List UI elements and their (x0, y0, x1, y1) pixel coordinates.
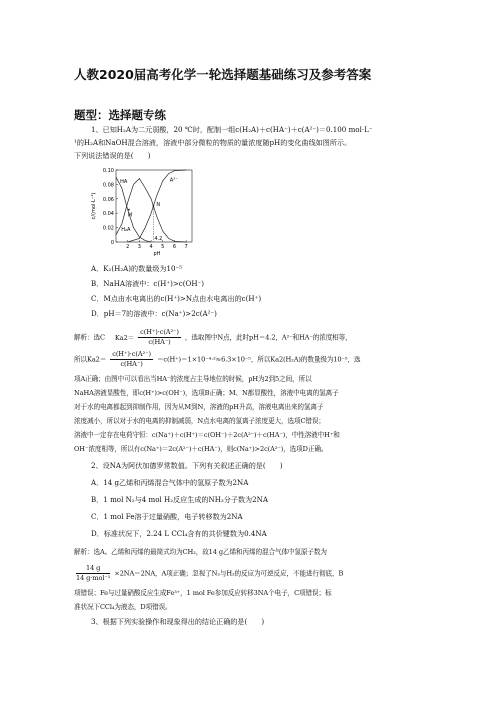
x-tick-label: 6 (172, 244, 177, 250)
annotation-label: 4.2 (154, 236, 163, 242)
point-label: M (127, 212, 133, 219)
y-tick-label: 0.06 (102, 196, 114, 203)
q1-stem-line2: ¹的H₂A和NaOH混合溶液，溶液中部分微粒的物质的量浓度随pH的变化曲线如图所示。 (74, 138, 352, 147)
ka2-fraction (110, 350, 153, 369)
point-label: N (156, 202, 161, 208)
y-tick-label: 0.04 (102, 211, 114, 218)
q1-option-c: C．M点由水电离出的c(H⁺)>N点由水电离出的c(H⁺) (91, 294, 262, 303)
chart-labels (120, 178, 178, 242)
series-label: HA (120, 178, 128, 185)
q1-solution-line: 溶液中一定存在电荷守恒：c(Na⁺)＋c(H⁺)＝c(OH⁻)＋2c(A²⁻)＋c(HA⁻)，中性溶液中H⁺和 (74, 431, 340, 439)
q2-solution-line1: 解析：选A。乙烯和丙烯的最简式均为CH₂，故14 g乙烯和丙烯的混合气体中氢原子数为 (74, 548, 327, 556)
q1-solution-line: OH⁻浓度相等，所以有c(Na⁺)＝2c(A²⁻)＋c(HA⁻)，则c(Na⁺)>2c(A²⁻)，选项D正确。 (74, 445, 328, 453)
x-tick-label: 7 (184, 244, 188, 250)
q1-stem-line3: 下列说法错误的是( ) (74, 151, 151, 160)
solution-text: ＝c(H⁺)＝1×10⁻⁴·²≈6.3×10⁻⁵，所以Ka2(H₂A)的数量级为10⁻⁵，选 (156, 355, 361, 364)
y-tick-label: 0.02 (102, 225, 114, 232)
fraction-denominator: c(HA⁻) (120, 360, 143, 368)
q2-solution-line2 (74, 564, 343, 583)
solution-text: ，选取图中N点，此时pH＝4.2，A²⁻和HA⁻的浓度相等， (184, 333, 352, 342)
q1-option-a: A．K₂(H₂A)的数量级为10⁻⁵ (91, 264, 183, 273)
fraction-numerator: c(H⁺)·c(A²⁻) (140, 328, 179, 336)
solution-text: 所以Ka2＝ (74, 355, 107, 364)
q1-option-b: B．NaHA溶液中：c(H⁺)>c(OH⁻) (91, 279, 205, 288)
point-marker (128, 209, 130, 211)
q1-solution-line1 (74, 328, 352, 347)
ka2-fraction (138, 328, 181, 347)
series-label: A²⁻ (169, 177, 178, 184)
q1-solution-line: 对于水的电离都起到抑制作用，因为从M到N，溶液的pH升高，溶液电离出来的氢离子 (74, 403, 324, 411)
solution-label: 解析：选C (74, 333, 105, 342)
fraction-numerator: 14 g (76, 564, 110, 574)
x-tick-label: 2 (126, 244, 130, 250)
ka2-label: Ka2＝ (114, 333, 135, 342)
q1-stem-line1: 1、已知H₂A为二元弱酸，20 ℃时，配制一组c(H₂A)＋c(HA⁻)＋c(A²⁻)＝0.100 mol·L⁻ (91, 125, 373, 134)
fraction-denominator: 14 g·mol⁻¹ (76, 574, 111, 582)
x-tick-label: 3 (137, 244, 141, 250)
x-tick-label: 4 (149, 244, 153, 250)
y-tick-label: 0.08 (102, 182, 114, 189)
y-axis-label: c/(mol·L⁻¹) (91, 192, 97, 220)
x-tick-label: 5 (161, 244, 165, 250)
q2-option-c: C．1 mol Fe溶于过量硝酸，电子转移数为2NA (91, 512, 243, 521)
section-heading: 题型：选择题专练 (74, 108, 166, 122)
y-tick-label: 0 (110, 240, 114, 246)
q3-stem: 3、根据下列实验操作和现象得出的结论正确的是( ) (91, 617, 265, 626)
fraction-denominator: c(HA⁻) (148, 338, 171, 346)
q2-stem: 2、设NA为阿伏加德罗常数值。下列有关叙述正确的是( ) (91, 461, 283, 470)
concentration-ph-chart (88, 164, 200, 260)
x-axis-label: pH (153, 251, 161, 257)
q2-solution-line4: 准状况下CCl₄为液态，D项错误。 (74, 603, 172, 611)
q1-solution-line2 (74, 350, 360, 369)
q2-option-d: D．标准状况下，2.24 L CCl₄含有的共价键数为0.4NA (91, 529, 267, 538)
q2-option-a: A．14 g乙烯和丙烯混合气体中的氢原子数为2NA (91, 478, 249, 487)
q1-option-d: D．pH＝7的溶液中：c(Na⁺)>2c(A²⁻) (91, 309, 217, 318)
q1-solution-line: 浓度减小，所以对于水的电离的抑制减弱，N点水电离的氢离子浓度更大，选项C错误； (74, 417, 325, 425)
solution-text: ×2NA＝2NA，A项正确；忽视了N₂与H₂的反应为可逆反应，不能进行彻底，B (114, 569, 344, 578)
series-label: H₂A (121, 227, 131, 234)
q1-solution-line: NaHA溶液显酸性，即c(H⁺)>c(OH⁻)，选项B正确；M、N都显酸性，溶液中电离的氢离子 (74, 389, 339, 397)
mass-fraction (76, 564, 110, 583)
q1-solution-line: 项A正确；由图中可以看出当HA⁻的浓度占主导地位的时候，pH为2到5之间，所以 (74, 375, 312, 383)
document-title: 人教2020届高考化学一轮选择题基础练习及参考答案 (74, 67, 372, 82)
q2-option-b: B．1 mol N₂与4 mol H₂反应生成的NH₃分子数为2NA (91, 495, 268, 504)
fraction-numerator: c(H⁺)·c(A²⁻) (112, 350, 151, 358)
q2-solution-line3: 项错误；Fe与过量硝酸反应生成Fe³⁺，1 mol Fe参加反应转移3NA个电子，C项错误；标 (74, 589, 332, 597)
y-tick-label: 0.10 (102, 168, 114, 174)
